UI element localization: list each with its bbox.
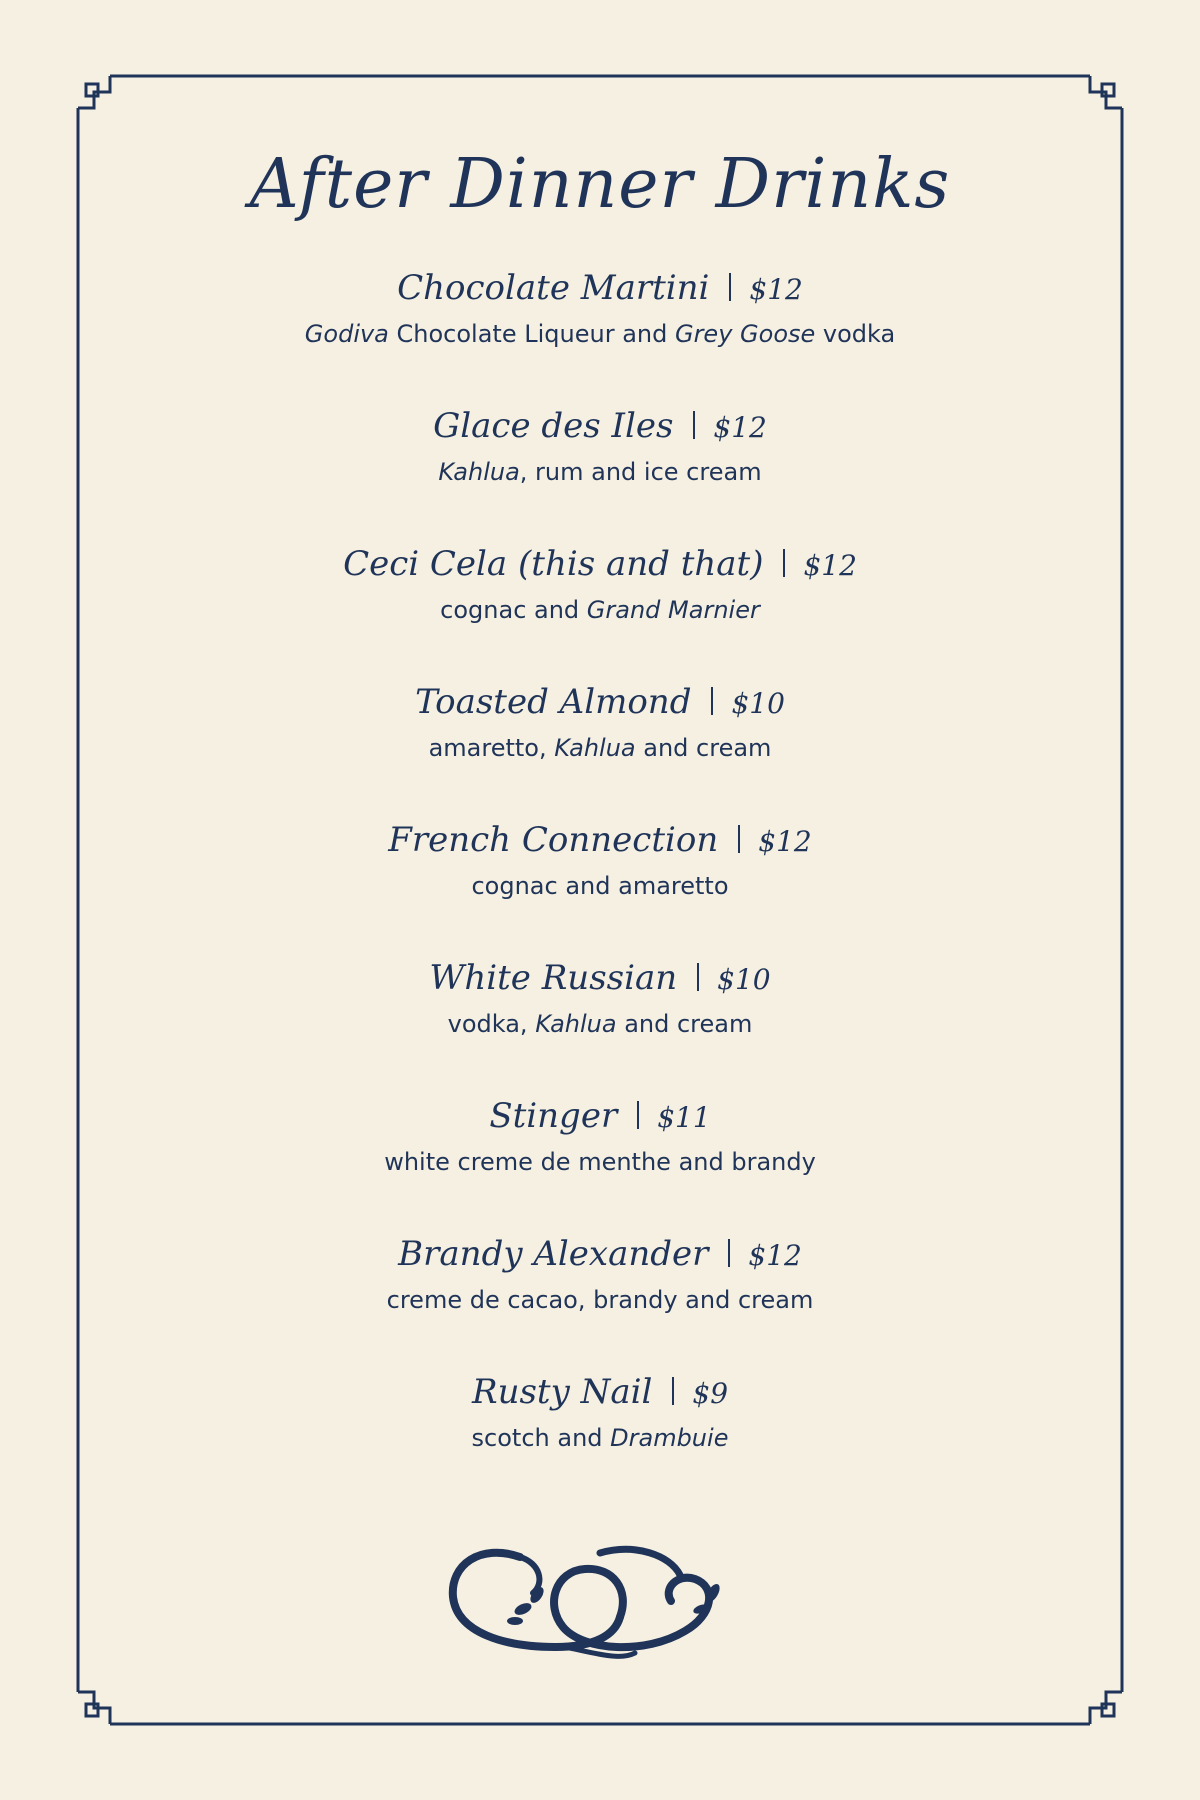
price-divider: [637, 1101, 639, 1129]
description-text: Chocolate Liqueur and: [388, 320, 675, 348]
description-text: white creme de menthe and brandy: [384, 1148, 816, 1176]
description-text: and cream: [616, 1010, 753, 1038]
item-heading: [150, 1366, 1050, 1420]
description-text: vodka: [815, 320, 896, 348]
item-heading: [150, 1228, 1050, 1282]
menu-items: [150, 262, 1050, 1504]
item-heading: [150, 400, 1050, 454]
item-name: Rusty Nail: [471, 1372, 653, 1412]
item-description: [150, 868, 1050, 904]
brand-name: Grand Marnier: [586, 596, 760, 624]
brand-name: Kahlua: [535, 1010, 617, 1038]
item-name: French Connection: [388, 820, 719, 860]
brand-name: Drambuie: [610, 1424, 729, 1452]
item-description: [150, 1420, 1050, 1456]
description-text: , rum and ice cream: [519, 458, 762, 486]
menu-item: [150, 1090, 1050, 1228]
item-description: [150, 454, 1050, 490]
description-text: creme de cacao, brandy and cream: [386, 1286, 814, 1314]
item-heading: [150, 1090, 1050, 1144]
item-description: [150, 316, 1050, 352]
price-divider: [738, 825, 740, 853]
item-price: $12: [758, 825, 812, 858]
price-divider: [697, 963, 699, 991]
menu-item: [150, 538, 1050, 676]
item-name: Toasted Almond: [415, 682, 692, 722]
menu-item: [150, 952, 1050, 1090]
price-divider: [711, 687, 713, 715]
menu-title: After Dinner Drinks: [249, 145, 951, 224]
item-price: $12: [749, 273, 803, 306]
menu-item: [150, 676, 1050, 814]
menu-item: [150, 814, 1050, 952]
menu-item: [150, 1228, 1050, 1366]
item-price: $12: [713, 411, 767, 444]
description-text: cognac and amaretto: [471, 872, 729, 900]
item-heading: [150, 676, 1050, 730]
price-divider: [728, 1239, 730, 1267]
brand-name: Kahlua: [438, 458, 520, 486]
item-price: $10: [717, 963, 771, 996]
item-name: White Russian: [429, 958, 678, 998]
item-name: Stinger: [489, 1096, 618, 1136]
item-price: $9: [692, 1377, 729, 1410]
scroll-flourish-icon: [445, 1535, 755, 1675]
brand-name: Grey Goose: [674, 320, 816, 348]
item-heading: [150, 262, 1050, 316]
price-divider: [672, 1377, 674, 1405]
description-text: and cream: [635, 734, 772, 762]
item-name: Glace des Iles: [433, 406, 674, 446]
item-name: Brandy Alexander: [398, 1234, 709, 1274]
item-description: [150, 1006, 1050, 1042]
item-price: $12: [748, 1239, 802, 1272]
item-description: [150, 730, 1050, 766]
menu-item: [150, 262, 1050, 400]
description-text: amaretto,: [428, 734, 555, 762]
menu-item: [150, 400, 1050, 538]
brand-name: Godiva: [304, 320, 389, 348]
item-price: $10: [731, 687, 785, 720]
item-name: Chocolate Martini: [397, 268, 710, 308]
item-heading: [150, 952, 1050, 1006]
description-text: cognac and: [440, 596, 587, 624]
item-price: $11: [657, 1101, 711, 1134]
brand-name: Kahlua: [554, 734, 636, 762]
price-divider: [729, 273, 731, 301]
item-heading: [150, 538, 1050, 592]
price-divider: [693, 411, 695, 439]
item-description: [150, 592, 1050, 628]
description-text: scotch and: [471, 1424, 611, 1452]
description-text: vodka,: [447, 1010, 536, 1038]
item-description: [150, 1282, 1050, 1318]
item-description: [150, 1144, 1050, 1180]
item-name: Ceci Cela (this and that): [343, 544, 764, 584]
menu-item: [150, 1366, 1050, 1504]
item-price: $12: [803, 549, 857, 582]
price-divider: [783, 549, 785, 577]
item-heading: [150, 814, 1050, 868]
